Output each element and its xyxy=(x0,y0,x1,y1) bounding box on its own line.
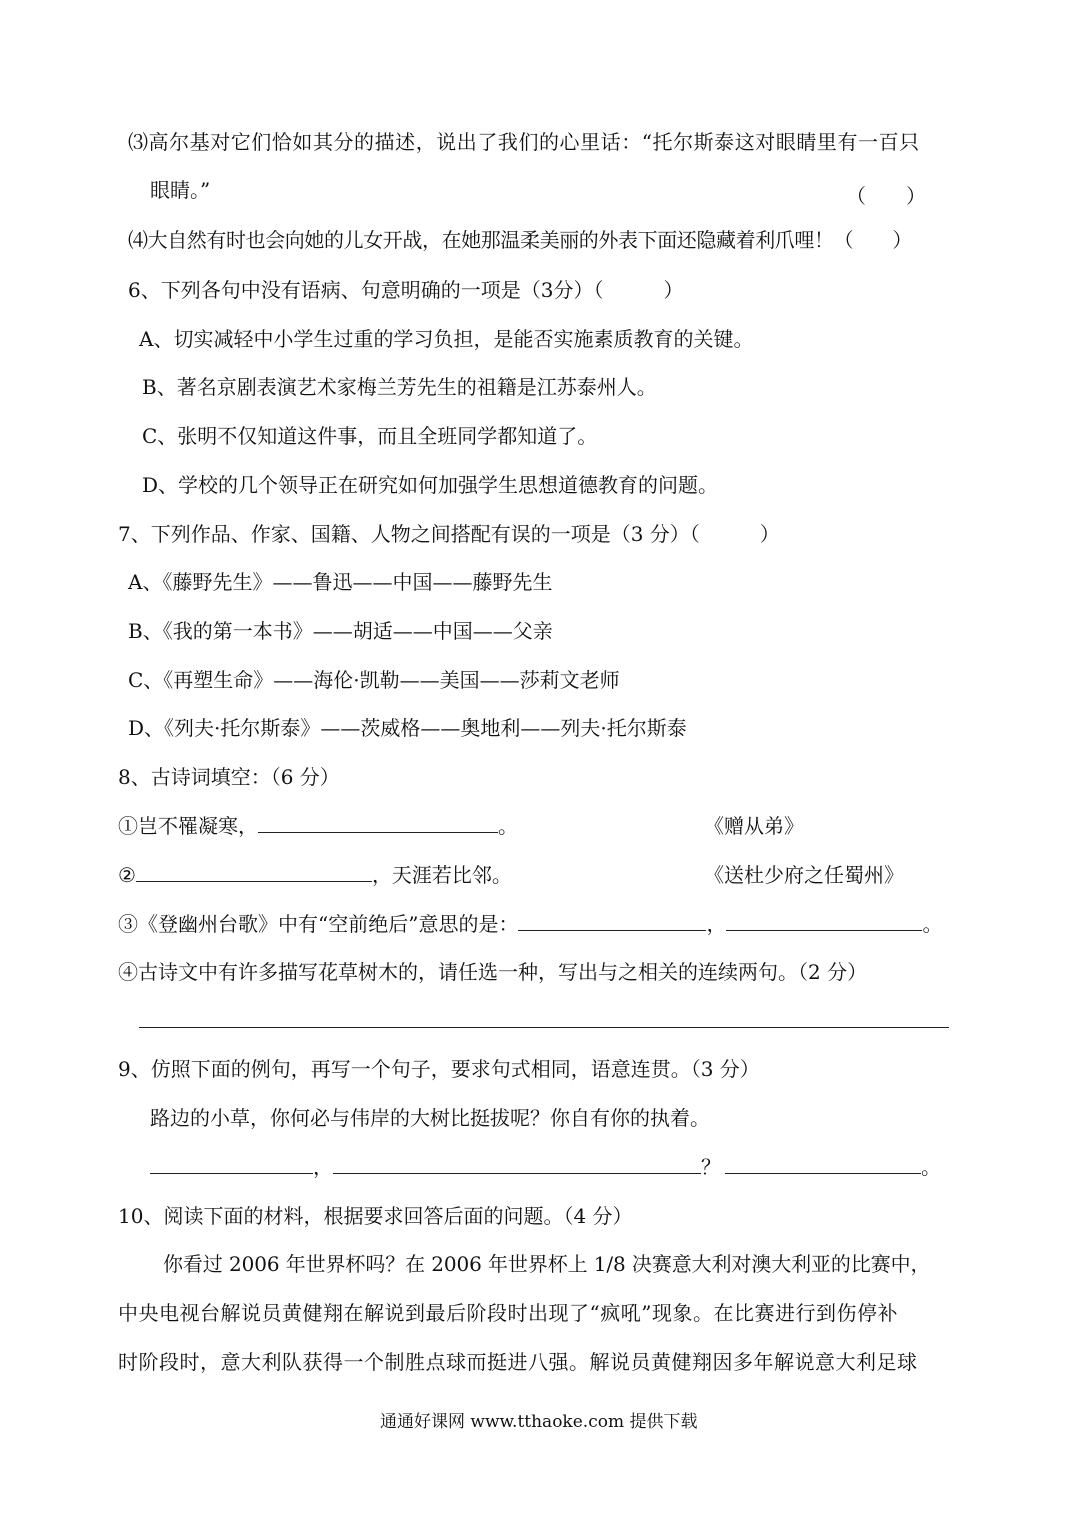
q8-item-1-blank[interactable] xyxy=(258,812,498,833)
q8-item-3-text: ③《登幽州台歌》中有“空前绝后”意思的是： xyxy=(118,912,519,936)
q10-paragraph-2: 中央电视台解说员黄健翔在解说到最后阶段时出现了“疯吼”现象。在比赛进行到伤停补 xyxy=(118,1301,898,1325)
q7-stem: 7、下列作品、作家、国籍、人物之间搭配有误的一项是（3 分）（ ） xyxy=(118,522,780,546)
q7-option-c: C、《再塑生命》——海伦·凯勒——美国——莎莉文老师 xyxy=(128,668,620,692)
q9-end: 。 xyxy=(921,1155,941,1179)
page-footer: 通通好课网 www.tthaoke.com 提供下载 xyxy=(380,1412,698,1432)
q8-item-2-num: ② xyxy=(118,863,136,887)
q9-blank-3[interactable] xyxy=(725,1153,921,1174)
q6-option-c: C、张明不仅知道这件事，而且全班同学都知道了。 xyxy=(142,424,598,448)
q8-item-2-source: 《送杜少府之任蜀州》 xyxy=(704,863,904,887)
q7-option-a: A、《藤野先生》——鲁迅——中国——藤野先生 xyxy=(128,570,553,594)
item-5-4: ⑷大自然有时也会向她的儿女开战，在她那温柔美丽的外表下面还隐藏着利爪哩！（ ） xyxy=(128,228,912,252)
answer-paren-5-3: （ ） xyxy=(846,184,926,208)
q7-option-b: B、《我的第一本书》——胡适——中国——父亲 xyxy=(128,619,553,643)
q10-paragraph-3: 时阶段时，意大利队获得一个制胜点球而挺进八强。解说员黄健翔因多年解说意大利足球 xyxy=(118,1350,918,1374)
q6-option-a: A、切实减轻中小学生过重的学习负担，是能否实施素质教育的关键。 xyxy=(139,327,754,351)
q8-item-4-answer-line[interactable] xyxy=(139,1027,949,1028)
q8-item-1-source: 《赠从弟》 xyxy=(704,814,804,838)
q10-paragraph-1: 你看过 2006 年世界杯吗？在 2006 年世界杯上 1/8 决赛意大利对澳大利亚的比赛中， xyxy=(163,1252,931,1276)
q8-item-4: ④古诗文中有许多描写花草树木的，请任选一种，写出与之相关的连续两句。（2 分） xyxy=(118,960,868,984)
q8-item-2 xyxy=(118,861,512,889)
q9-stem: 9、仿照下面的例句，再写一个句子，要求句式相同，语意连贯。（3 分） xyxy=(118,1057,760,1081)
q9-sep-1: ， xyxy=(313,1155,333,1179)
q9-sep-2: ？ xyxy=(701,1155,721,1179)
q8-stem: 8、古诗词填空：（6 分） xyxy=(118,765,340,789)
q9-blank-1[interactable] xyxy=(150,1153,313,1174)
q8-item-1-end: 。 xyxy=(498,814,518,838)
item-5-3: ⑶高尔基对它们恰如其分的描述，说出了我们的心里话：“托尔斯泰这对眼睛里有一百只 xyxy=(128,130,920,154)
q9-example: 路边的小草，你何必与伟岸的大树比挺拔呢？你自有你的执着。 xyxy=(150,1106,710,1130)
q9-blank-2[interactable] xyxy=(333,1153,701,1174)
q8-item-3-blank-2[interactable] xyxy=(726,910,922,931)
q8-item-1 xyxy=(118,812,518,840)
q9-answer xyxy=(150,1153,941,1181)
q6-option-d: D、学校的几个领导正在研究如何加强学生思想道德教育的问题。 xyxy=(142,473,719,497)
q10-stem: 10、阅读下面的材料，根据要求回答后面的问题。（4 分） xyxy=(118,1204,633,1228)
q8-item-3 xyxy=(118,910,942,938)
q8-item-3-sep: ， xyxy=(706,912,727,936)
q8-item-3-blank-1[interactable] xyxy=(518,910,706,931)
q7-option-d: D、《列夫·托尔斯泰》——茨威格——奥地利——列夫·托尔斯泰 xyxy=(128,716,687,740)
q8-item-3-end: 。 xyxy=(922,912,943,936)
q6-option-b: B、著名京剧表演艺术家梅兰芳先生的祖籍是江苏泰州人。 xyxy=(142,375,657,399)
q8-item-1-text: ①岂不罹凝寒， xyxy=(118,814,258,838)
item-5-3-cont: 眼睛。” xyxy=(150,178,211,202)
q8-item-2-text: ，天涯若比邻。 xyxy=(371,863,512,887)
q8-item-2-blank[interactable] xyxy=(136,861,372,882)
q6-stem: 6、下列各句中没有语病、句意明确的一项是（3分）（ ） xyxy=(128,278,684,302)
